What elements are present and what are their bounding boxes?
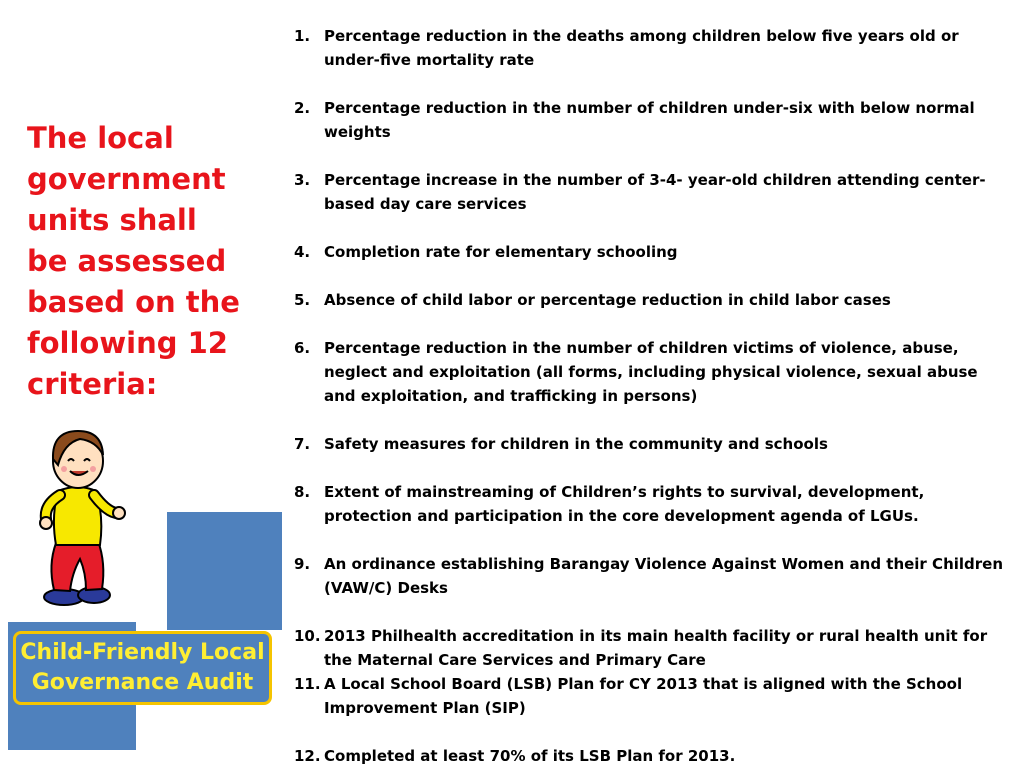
right-hand bbox=[113, 507, 125, 519]
criterion-number: 1. bbox=[294, 27, 311, 45]
badge-line-1: Child-Friendly Local bbox=[20, 640, 265, 665]
criterion-number: 3. bbox=[294, 171, 311, 189]
criterion-number: 9. bbox=[294, 555, 311, 573]
criterion-4 bbox=[294, 240, 1004, 264]
criterion-7 bbox=[294, 432, 1004, 456]
criterion-text: Completion rate for elementary schooling bbox=[324, 243, 678, 261]
criterion-number: 7. bbox=[294, 435, 311, 453]
criterion-number: 10. bbox=[294, 627, 321, 645]
criterion-12 bbox=[294, 744, 1004, 768]
criterion-text: 2013 Philhealth accreditation in its main health facility or rural health unit for the Maternal Care Services and Primary Care bbox=[324, 627, 988, 669]
criterion-text: Completed at least 70% of its LSB Plan for 2013. bbox=[324, 747, 736, 765]
criterion-8 bbox=[294, 480, 1004, 528]
decorative-blue-block-tall bbox=[167, 512, 282, 630]
badge-line-2: Governance Audit bbox=[31, 670, 254, 695]
criterion-number: 11. bbox=[294, 675, 321, 693]
criterion-number: 2. bbox=[294, 99, 311, 117]
criterion-number: 5. bbox=[294, 291, 311, 309]
criterion-text: A Local School Board (LSB) Plan for CY 2013 that is aligned with the School Improvement Plan (SIP) bbox=[324, 675, 963, 717]
criterion-number: 8. bbox=[294, 483, 311, 501]
criterion-text: Percentage reduction in the deaths among children below five years old or under-five mortality rate bbox=[324, 27, 959, 69]
child-illustration bbox=[36, 425, 131, 610]
page-heading: The local government units shall be assessed based on the following 12 criteria: bbox=[27, 121, 240, 401]
criterion-text: Percentage reduction in the number of children victims of violence, abuse, neglect and exploitation (all forms, including physical violence, sexual abuse and exploitation, and trafficking in persons) bbox=[324, 339, 978, 405]
criterion-2 bbox=[294, 96, 1004, 144]
criterion-text: Absence of child labor or percentage reduction in child labor cases bbox=[324, 291, 891, 309]
criterion-6 bbox=[294, 336, 1004, 408]
criterion-text: Extent of mainstreaming of Children’s rights to survival, development, protection and participation in the core development agenda of LGUs. bbox=[324, 483, 925, 525]
audit-badge bbox=[13, 631, 272, 705]
criterion-9 bbox=[294, 552, 1004, 600]
criterion-text: Safety measures for children in the community and schools bbox=[324, 435, 828, 453]
criterion-text: An ordinance establishing Barangay Violence Against Women and their Children (VAW/C) Desks bbox=[324, 555, 1004, 597]
criterion-11 bbox=[294, 672, 1004, 720]
criterion-number: 4. bbox=[294, 243, 311, 261]
criterion-text: Percentage increase in the number of 3-4- year-old children attending center-based day care services bbox=[324, 171, 986, 213]
criterion-10 bbox=[294, 624, 1004, 672]
criterion-number: 6. bbox=[294, 339, 311, 357]
left-hand bbox=[40, 517, 52, 529]
criterion-text: Percentage reduction in the number of children under-six with below normal weights bbox=[324, 99, 975, 141]
criterion-1 bbox=[294, 24, 1004, 72]
criterion-5 bbox=[294, 288, 1004, 312]
pants bbox=[51, 541, 103, 591]
criteria-list bbox=[294, 24, 1004, 768]
criterion-3 bbox=[294, 168, 1004, 216]
criterion-number: 12. bbox=[294, 747, 321, 765]
